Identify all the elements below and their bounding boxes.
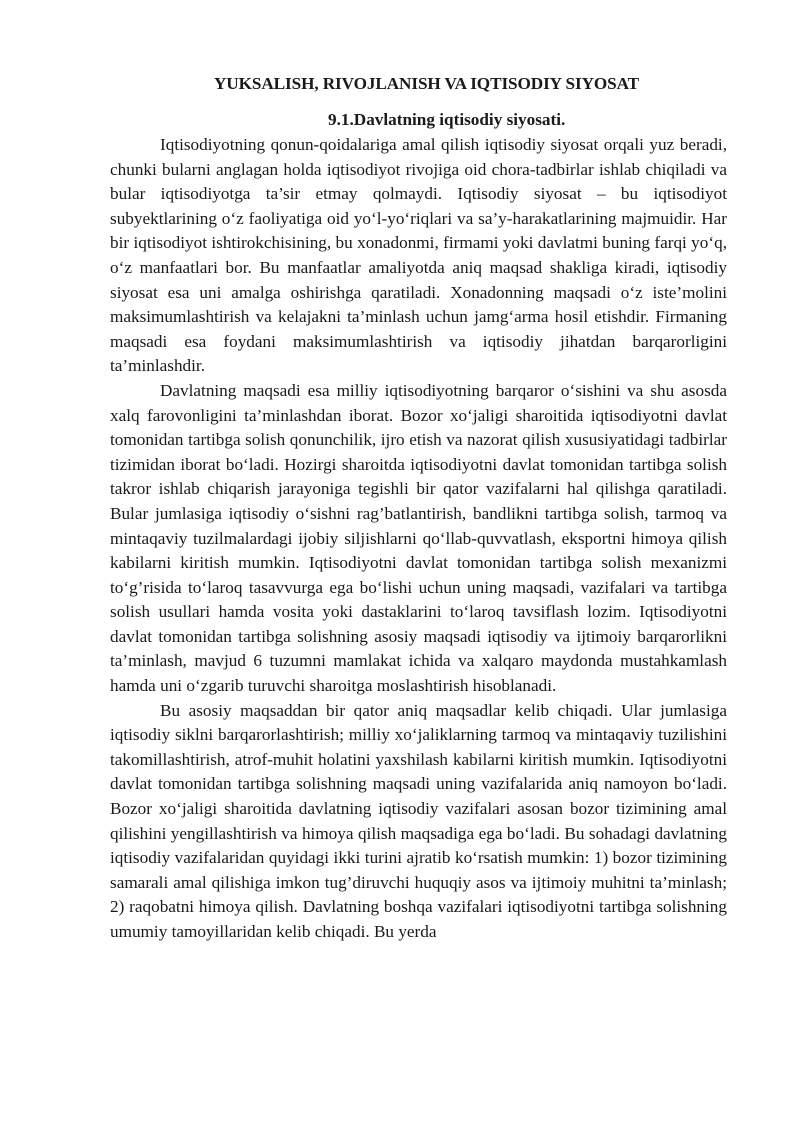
paragraph-1: Iqtisodiyotning qonun-qoidalariga amal qilish iqtisodiy siyosat orqali yuz beradi, chunki bularni anglagan holda iqtisodiyot rivojiga oid chora-tadbirlar ishlab chiqiladi va bular iqtisodiyotga ta’sir etmay qolmaydi. Iqtisodiy siyosat – bu iqtisodiyot subyektlarining o‘z faoliyatiga oid yo‘l-yo‘riqlari va sa’y-harakatlarining majmuidir. Har bir iqtisodiyot ishtirokchisining, bu xonadonmi, firmami yoki davlatmi buning farqi yo‘q, o‘z manfaatlari bor. Bu manfaatlar amaliyotda aniq maqsad shakliga kiradi, iqtisodiy siyosat esa uni amalga oshirishga qaratiladi. Xonadonning maqsadi o‘z iste’molini maksimumlashtirish va kelajakni ta’minlash uchun jamg‘arma hosil etishdir. Firmaning maqsadi esa foydani maksimumlashtirish va iqtisodiy jihatdan barqarorligini ta’minlashdir. <box>110 135 727 376</box>
document-page <box>110 72 727 945</box>
paragraph-2: Davlatning maqsadi esa milliy iqtisodiyotning barqaror o‘sishini va shu asosda xalq farovonligini ta’minlashdan iborat. Bozor xo‘jaligi sharoitida iqtisodiyotni davlat tomonidan tartibga solish qonunchilik, ijro etish va nazorat qilish xususiyatidagi tadbirlar tizimidan iborat bo‘ladi. Hozirgi sharoitda iqtisodiyotni davlat tomonidan tartibga solish takror ishlab chiqarish jarayoniga tegishli bir qator vazifalarni hal qilishga qaratiladi. Bular jumlasiga iqtisodiy o‘sishni rag’batlantirish, bandlikni tartibga solish, tarmoq va mintaqaviy tuzilmalardagi ijobiy siljishlarni qo‘llab-quvvatlash, eksportni himoya qilish kabilarni kiritish mumkin. Iqtisodiyotni davlat tomonidan tartibga solish mexanizmi to‘g’risida to‘laroq tasavvurga ega bo‘lishi uchun uning maqsadi, vazifalari va tartibga solish usullari hamda vosita yoki dastaklarini to‘laroq tavsiflash lozim. Iqtisodiyotni davlat tomonidan tartibga solishning asosiy maqsadi iqtisodiy va ijtimoiy barqarorlikni ta’minlash, mavjud 6 tuzumni mamlakat ichida va xalqaro maydonda mustahkamlash hamda uni o‘zgarib turuvchi sharoitga moslashtirish hisoblanadi. <box>110 380 727 696</box>
section-title: 9.1.Davlatning iqtisodiy siyosati. <box>328 110 566 129</box>
page-title: YUKSALISH, RIVOJLANISH VA IQTISODIY SIYOSAT <box>214 74 640 93</box>
paragraph-3: Bu asosiy maqsaddan bir qator aniq maqsadlar kelib chiqadi. Ular jumlasiga iqtisodiy siklni barqarorlashtirish; milliy xo‘jaliklarning tarmoq va mintaqaviy tuzilishini takomillashtirish, atrof-muhit holatini yaxshilash kabilarni kiritish mumkin. Iqtisodiyotni davlat tomonidan tartibga solishning maqsadi uning vazifalarida aniq namoyon bo‘ladi. Bozor xo‘jaligi sharoitida davlatning iqtisodiy vazifalari asosan bozor tizimining amal qilishini yengillashtirish va himoya qilish maqsadiga ega bo‘ladi. Bu sohadagi davlatning iqtisodiy vazifalaridan quyidagi ikki turini ajratib ko‘rsatish mumkin: 1) bozor tizimining samarali amal qilishiga imkon tug’diruvchi huquqiy asos va ijtimoiy muhitni ta’minlash; 2) raqobatni himoya qilish. Davlatning boshqa vazifalari iqtisodiyotni tartibga solishning umumiy tamoyillaridan kelib chiqadi. Bu yerda <box>110 700 727 941</box>
